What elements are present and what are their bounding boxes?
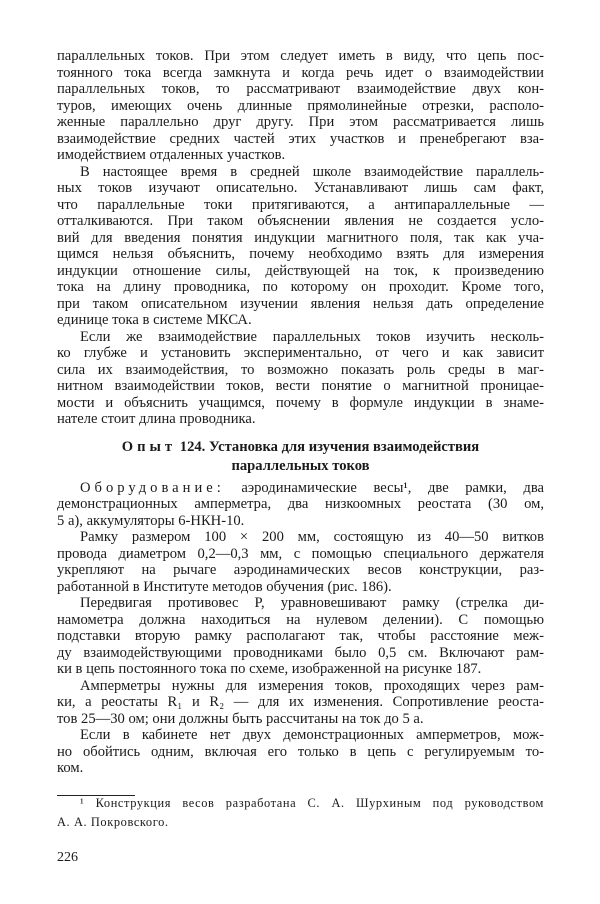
text-line: В настоящее время в средней школе взаимодействие параллель- [80, 163, 544, 180]
text-line: индукции отношение силы, действующей на ток, к произведению [57, 262, 544, 279]
heading-label: Опыт [121, 438, 177, 455]
equipment-list: аэродинамические весы¹, две рамки, два [241, 479, 544, 496]
text-line: Передвигая противовес P, уравновешивают рамку (стрелка ди- [80, 595, 544, 611]
paragraph [57, 727, 544, 777]
text-line: тов 25—30 ом; они должны быть рассчитаны на ток до 5 а. [57, 710, 424, 727]
text-line: тока на длину проводника, по которому он проходит. Кроме того, [57, 279, 544, 295]
text-line: мости и объяснить учащимся, почему в формуле индукции в знаме- [57, 394, 544, 411]
paragraph [57, 595, 544, 678]
text-line: тоянного тока всегда замкнута и когда речь идет о взаимодействии [57, 64, 544, 81]
text-line: параллельных токов, то рассматривают взаимодействие двух кон- [57, 81, 544, 97]
text-line: Если же взаимодействие параллельных токов изучить несколь- [80, 328, 544, 345]
text-line: провода диаметром 0,2—0,3 мм, с помощью специального держателя [57, 545, 544, 562]
heading-title-1: Установка для изучения взаимодействия [208, 438, 480, 455]
text-line: Если в кабинете нет двух демонстрационных амперметров, мож- [80, 727, 544, 743]
paragraph [57, 164, 544, 329]
paragraph [57, 529, 544, 595]
text-line: Рамку размером 100 × 200 мм, состоящую из 40—50 витков [80, 529, 544, 545]
footnote-line: А. А. Покровского. [57, 815, 169, 829]
heading-number: 124. [179, 438, 206, 455]
heading-line-1 [57, 438, 544, 457]
text-line: что параллельные токи притягиваются, а антипараллельные — [57, 196, 544, 213]
text-line: отталкиваются. При таком объяснении явления не создается усло- [57, 213, 544, 229]
text-line: параллельных токов. При этом следует иметь в виду, что цепь пос- [57, 48, 544, 64]
paragraph [57, 48, 544, 164]
page-body [57, 48, 544, 777]
text-line: нателе стоит длина проводника. [57, 411, 256, 427]
text-line: ки, а реостаты R₁ и R₂ — для их изменения. Сопротивление реоста- [57, 694, 544, 710]
equipment-label: Оборудование: [80, 479, 225, 496]
text-line: ду взаимодействующими проводниками было 0,5 см. Включают рам- [57, 644, 544, 661]
text-line: но обойтись одним, включая его только в цепь с регулируемым то- [57, 743, 544, 760]
text-line: подставки вторую рамку располагают так, чтобы расстояние меж- [57, 628, 544, 644]
text-line: 5 а), аккумуляторы 6-НКН-10. [57, 512, 245, 529]
text-line: при таком описательном изучении явления нельзя дать определение [57, 295, 544, 312]
equipment-first-line [57, 480, 544, 497]
text-line: туров, имеющих очень длинные прямолинейные отрезки, располо- [57, 97, 544, 114]
text-line: намометра должна находиться на нулевом делении). С помощью [57, 611, 544, 628]
text-line: единице тока в системе МКСА. [57, 312, 252, 328]
text-line: ком. [57, 760, 84, 776]
text-line: щимся нельзя объяснить, почему необходимо взять для измерения [57, 246, 544, 262]
paragraph [57, 678, 544, 728]
text-line: Амперметры нужны для измерения токов, проходящих через рам- [80, 677, 544, 694]
text-line: ных токов изучают описательно. Устанавливают лишь сам факт, [57, 180, 544, 196]
procedure-text [57, 529, 544, 777]
paragraph [57, 329, 544, 428]
text-line: укрепляют на рычаге аэродинамических весов конструкции, раз- [57, 562, 544, 578]
text-line: нитном взаимодействии токов, вести понятие о магнитной проницае- [57, 378, 544, 394]
text-line: работанной в Институте методов обучения (рис. 186). [57, 578, 392, 595]
footnote-line: ¹ Конструкция весов разработана С. А. Шурхиным под руководством [80, 796, 544, 810]
text-line: сила их взаимодействия, то возможно показать роль среды в маг- [57, 361, 544, 378]
text-line: ки в цепь постоянного тока по схеме, изображенной на рисунке 187. [57, 661, 482, 677]
intro-text [57, 48, 544, 428]
text-line: ко глубже и установить экспериментально, от чего и как зависит [57, 345, 544, 361]
text-line: вий для введения понятия индукции магнитного поля, так как уча- [57, 229, 544, 246]
equipment-paragraph [57, 480, 544, 530]
footnote [57, 794, 544, 832]
text-line: имодействием отдаленных участков. [57, 147, 286, 163]
text-line: женные параллельно друг другу. При этом рассматривается лишь [57, 114, 544, 130]
heading-title-2: параллельных токов [231, 457, 370, 474]
experiment-heading [57, 438, 544, 476]
page-number: 226 [57, 850, 78, 865]
text-line: демонстрационных амперметра, два низкоомных реостата (30 ом, [57, 496, 544, 512]
text-line: взаимодействие средних частей этих участков и пренебрегают вза- [57, 130, 544, 147]
